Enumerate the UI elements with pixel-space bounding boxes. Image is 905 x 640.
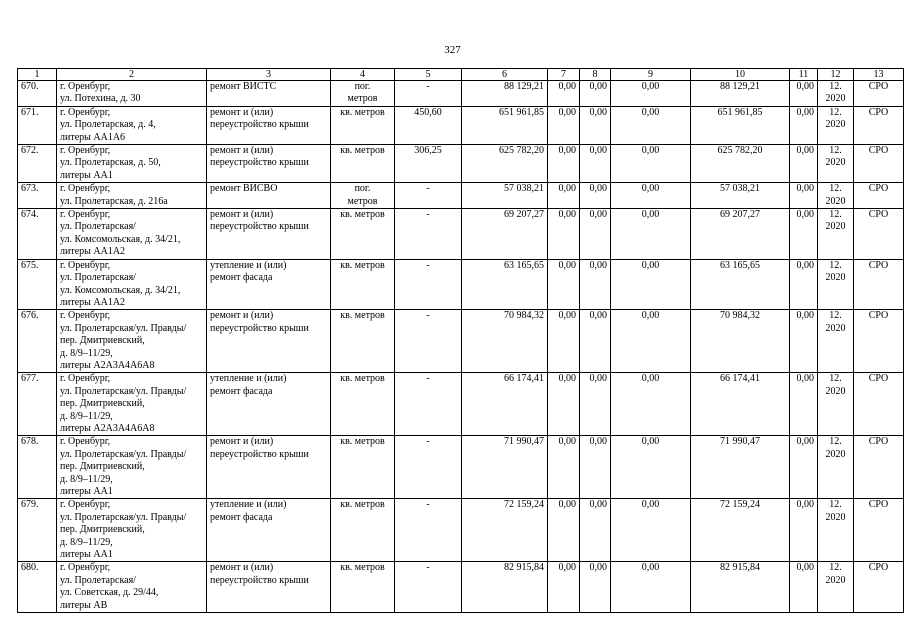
table-body <box>18 81 904 613</box>
period-cell <box>818 436 854 499</box>
value-cell-8: 0,00 <box>580 106 611 144</box>
address-line: г. Оренбург, <box>60 436 111 448</box>
value-cell-10: 66 174,41 <box>691 373 790 436</box>
value-cell-7: 0,00 <box>548 183 580 209</box>
value-cell-10: 63 165,65 <box>691 259 790 310</box>
value-cell-11: 0,00 <box>790 373 818 436</box>
column-header: 10 <box>691 69 790 81</box>
area-cell: - <box>395 259 462 310</box>
address-line: д. 8/9–11/29, <box>60 410 113 422</box>
work-type-line: ремонт и (или) <box>210 145 274 157</box>
value-cell-7: 0,00 <box>548 106 580 144</box>
period-cell <box>818 81 854 107</box>
period-line: 12. <box>829 259 842 271</box>
period-line: 2020 <box>825 119 846 131</box>
unit-cell <box>331 106 395 144</box>
area-cell: - <box>395 81 462 107</box>
value-cell-10: 69 207,27 <box>691 209 790 260</box>
value-cell-9: 0,00 <box>611 436 691 499</box>
address-cell <box>57 436 207 499</box>
work-type-cell <box>207 562 331 613</box>
address-cell <box>57 209 207 260</box>
unit-line: метров <box>347 195 378 207</box>
work-type-cell <box>207 499 331 562</box>
unit-cell <box>331 499 395 562</box>
work-type-cell <box>207 436 331 499</box>
total-cost-cell: 88 129,21 <box>462 81 548 107</box>
total-cost-cell: 57 038,21 <box>462 183 548 209</box>
value-cell-10: 71 990,47 <box>691 436 790 499</box>
address-line: пер. Дмитриевский, <box>60 524 145 536</box>
address-cell <box>57 145 207 183</box>
row-number-cell: 670. <box>18 81 57 107</box>
value-cell-9: 0,00 <box>611 562 691 613</box>
value-cell-8: 0,00 <box>580 562 611 613</box>
work-type-line: переустройство крыши <box>210 574 309 586</box>
column-header: 8 <box>580 69 611 81</box>
table-row <box>18 183 904 209</box>
unit-cell <box>331 259 395 310</box>
period-cell <box>818 373 854 436</box>
works-table <box>17 68 904 613</box>
address-line: г. Оренбург, <box>60 259 111 271</box>
address-line: ул. Пролетарская/ул. Правды/ <box>60 322 187 334</box>
value-cell-7: 0,00 <box>548 81 580 107</box>
table-row <box>18 106 904 144</box>
address-cell <box>57 183 207 209</box>
work-type-cell <box>207 310 331 373</box>
period-line: 12. <box>829 373 842 385</box>
table-row <box>18 259 904 310</box>
row-number-cell: 675. <box>18 259 57 310</box>
work-type-line: ремонт и (или) <box>210 562 274 574</box>
value-cell-8: 0,00 <box>580 145 611 183</box>
method-cell: СРО <box>854 310 904 373</box>
work-type-line: ремонт и (или) <box>210 436 274 448</box>
area-cell: - <box>395 436 462 499</box>
value-cell-10: 651 961,85 <box>691 106 790 144</box>
unit-cell <box>331 373 395 436</box>
row-number-cell: 671. <box>18 106 57 144</box>
address-cell <box>57 310 207 373</box>
period-line: 2020 <box>825 93 846 105</box>
work-type-line: ремонт и (или) <box>210 106 274 118</box>
value-cell-10: 82 915,84 <box>691 562 790 613</box>
column-header: 3 <box>207 69 331 81</box>
address-line: д. 8/9–11/29, <box>60 347 113 359</box>
row-number-cell: 672. <box>18 145 57 183</box>
period-line: 2020 <box>825 221 846 233</box>
address-cell <box>57 373 207 436</box>
table-row <box>18 436 904 499</box>
total-cost-cell: 70 984,32 <box>462 310 548 373</box>
row-number-cell: 673. <box>18 183 57 209</box>
value-cell-7: 0,00 <box>548 562 580 613</box>
address-line: г. Оренбург, <box>60 106 111 118</box>
unit-cell <box>331 310 395 373</box>
value-cell-7: 0,00 <box>548 499 580 562</box>
address-line: ул. Пролетарская, д. 4, <box>60 119 156 131</box>
value-cell-11: 0,00 <box>790 209 818 260</box>
period-line: 12. <box>829 499 842 511</box>
method-cell: СРО <box>854 106 904 144</box>
value-cell-11: 0,00 <box>790 310 818 373</box>
total-cost-cell: 66 174,41 <box>462 373 548 436</box>
value-cell-7: 0,00 <box>548 209 580 260</box>
column-header: 13 <box>854 69 904 81</box>
value-cell-10: 88 129,21 <box>691 81 790 107</box>
address-line: ул. Советская, д. 29/44, <box>60 587 159 599</box>
unit-line: кв. метров <box>340 373 385 385</box>
value-cell-8: 0,00 <box>580 310 611 373</box>
address-line: литеры АВ <box>60 599 108 611</box>
address-line: литеры А2А3А4А6А8 <box>60 359 155 371</box>
unit-line: кв. метров <box>340 562 385 574</box>
value-cell-7: 0,00 <box>548 259 580 310</box>
work-type-line: ремонт фасада <box>210 385 273 397</box>
address-line: пер. Дмитриевский, <box>60 461 145 473</box>
address-line: литеры АА1 <box>60 486 113 497</box>
value-cell-7: 0,00 <box>548 310 580 373</box>
work-type-line: переустройство крыши <box>210 448 309 460</box>
page-number: 327 <box>444 44 461 56</box>
unit-cell <box>331 81 395 107</box>
period-line: 2020 <box>825 448 846 460</box>
table-row <box>18 373 904 436</box>
method-cell: СРО <box>854 259 904 310</box>
period-cell <box>818 499 854 562</box>
address-line: г. Оренбург, <box>60 310 111 322</box>
value-cell-9: 0,00 <box>611 209 691 260</box>
address-line: литеры А2А3А4А6А8 <box>60 422 155 434</box>
period-cell <box>818 106 854 144</box>
period-line: 12. <box>829 145 842 157</box>
work-type-line: утепление и (или) <box>210 373 287 385</box>
work-type-line: переустройство крыши <box>210 322 309 334</box>
value-cell-9: 0,00 <box>611 259 691 310</box>
value-cell-11: 0,00 <box>790 81 818 107</box>
value-cell-8: 0,00 <box>580 373 611 436</box>
column-header: 4 <box>331 69 395 81</box>
row-number-cell: 678. <box>18 436 57 499</box>
unit-cell <box>331 183 395 209</box>
work-type-cell <box>207 373 331 436</box>
address-line: литеры АА1А6 <box>60 131 126 143</box>
area-cell: - <box>395 373 462 436</box>
work-type-line: утепление и (или) <box>210 259 287 271</box>
value-cell-8: 0,00 <box>580 259 611 310</box>
method-cell: СРО <box>854 499 904 562</box>
total-cost-cell: 71 990,47 <box>462 436 548 499</box>
work-type-line: переустройство крыши <box>210 119 309 131</box>
value-cell-11: 0,00 <box>790 259 818 310</box>
value-cell-9: 0,00 <box>611 310 691 373</box>
address-line: пер. Дмитриевский, <box>60 398 145 410</box>
period-line: 2020 <box>825 574 846 586</box>
value-cell-10: 57 038,21 <box>691 183 790 209</box>
value-cell-8: 0,00 <box>580 209 611 260</box>
unit-line: кв. метров <box>340 145 385 157</box>
address-line: г. Оренбург, <box>60 209 111 221</box>
total-cost-cell: 651 961,85 <box>462 106 548 144</box>
area-cell: 450,60 <box>395 106 462 144</box>
work-type-cell <box>207 81 331 107</box>
period-line: 12. <box>829 183 842 195</box>
address-line: литеры АА1 <box>60 549 113 561</box>
method-cell: СРО <box>854 209 904 260</box>
address-cell <box>57 106 207 144</box>
unit-line: кв. метров <box>340 436 385 448</box>
work-type-line: переустройство крыши <box>210 221 309 233</box>
total-cost-cell: 72 159,24 <box>462 499 548 562</box>
value-cell-9: 0,00 <box>611 373 691 436</box>
period-line: 2020 <box>825 157 846 169</box>
value-cell-10: 70 984,32 <box>691 310 790 373</box>
address-line: г. Оренбург, <box>60 183 111 195</box>
address-line: литеры АА1 <box>60 169 113 181</box>
column-header: 12 <box>818 69 854 81</box>
address-line: ул. Комсомольская, д. 34/21, <box>60 233 181 245</box>
value-cell-11: 0,00 <box>790 145 818 183</box>
period-line: 2020 <box>825 511 846 523</box>
period-cell <box>818 209 854 260</box>
address-line: ул. Потехина, д. 30 <box>60 93 141 105</box>
row-number-cell: 680. <box>18 562 57 613</box>
column-header: 9 <box>611 69 691 81</box>
column-header: 7 <box>548 69 580 81</box>
period-line: 12. <box>829 436 842 448</box>
value-cell-8: 0,00 <box>580 81 611 107</box>
address-line: д. 8/9–11/29, <box>60 536 113 548</box>
period-cell <box>818 310 854 373</box>
address-line: г. Оренбург, <box>60 562 111 574</box>
method-cell: СРО <box>854 183 904 209</box>
value-cell-11: 0,00 <box>790 499 818 562</box>
unit-line: кв. метров <box>340 499 385 511</box>
method-cell: СРО <box>854 145 904 183</box>
work-type-cell <box>207 106 331 144</box>
work-type-line: ремонт ВИСВО <box>210 183 278 195</box>
address-cell <box>57 562 207 613</box>
address-line: ул. Пролетарская/ <box>60 272 136 284</box>
period-line: 2020 <box>825 272 846 284</box>
column-header: 11 <box>790 69 818 81</box>
value-cell-7: 0,00 <box>548 145 580 183</box>
address-line: г. Оренбург, <box>60 373 111 385</box>
address-line: литеры АА1А2 <box>60 296 126 308</box>
total-cost-cell: 63 165,65 <box>462 259 548 310</box>
value-cell-8: 0,00 <box>580 499 611 562</box>
column-header: 2 <box>57 69 207 81</box>
work-type-line: ремонт ВИСТС <box>210 81 277 92</box>
address-cell <box>57 499 207 562</box>
period-line: 2020 <box>825 385 846 397</box>
address-line: г. Оренбург, <box>60 145 111 157</box>
value-cell-10: 72 159,24 <box>691 499 790 562</box>
table-row <box>18 562 904 613</box>
period-cell <box>818 145 854 183</box>
unit-line: кв. метров <box>340 209 385 221</box>
address-line: ул. Пролетарская, д. 216а <box>60 195 168 207</box>
period-cell <box>818 259 854 310</box>
work-type-cell <box>207 145 331 183</box>
row-number-cell: 677. <box>18 373 57 436</box>
row-number-cell: 676. <box>18 310 57 373</box>
value-cell-11: 0,00 <box>790 183 818 209</box>
area-cell: - <box>395 183 462 209</box>
address-line: ул. Пролетарская/ <box>60 221 136 233</box>
value-cell-11: 0,00 <box>790 436 818 499</box>
work-type-line: утепление и (или) <box>210 499 287 511</box>
total-cost-cell: 69 207,27 <box>462 209 548 260</box>
total-cost-cell: 625 782,20 <box>462 145 548 183</box>
address-line: пер. Дмитриевский, <box>60 335 145 347</box>
area-cell: - <box>395 310 462 373</box>
total-cost-cell: 82 915,84 <box>462 562 548 613</box>
method-cell: СРО <box>854 373 904 436</box>
value-cell-10: 625 782,20 <box>691 145 790 183</box>
period-line: 12. <box>829 106 842 118</box>
work-type-cell <box>207 183 331 209</box>
value-cell-9: 0,00 <box>611 499 691 562</box>
address-line: литеры АА1А2 <box>60 246 126 258</box>
area-cell: 306,25 <box>395 145 462 183</box>
value-cell-9: 0,00 <box>611 106 691 144</box>
address-cell <box>57 81 207 107</box>
header-row <box>18 69 904 81</box>
period-cell <box>818 562 854 613</box>
work-type-line: ремонт и (или) <box>210 310 274 322</box>
unit-line: кв. метров <box>340 310 385 322</box>
work-type-line: ремонт фасада <box>210 511 273 523</box>
method-cell: СРО <box>854 436 904 499</box>
address-line: ул. Пролетарская/ул. Правды/ <box>60 448 187 460</box>
table-row <box>18 310 904 373</box>
address-line: г. Оренбург, <box>60 499 111 511</box>
area-cell: - <box>395 562 462 613</box>
row-number-cell: 679. <box>18 499 57 562</box>
unit-line: пог. <box>354 183 371 195</box>
work-type-line: переустройство крыши <box>210 157 309 169</box>
period-line: 12. <box>829 562 842 574</box>
value-cell-11: 0,00 <box>790 106 818 144</box>
address-line: ул. Пролетарская/ул. Правды/ <box>60 385 187 397</box>
table-row <box>18 209 904 260</box>
address-line: г. Оренбург, <box>60 81 111 92</box>
period-line: 12. <box>829 81 842 92</box>
address-line: ул. Пролетарская/ <box>60 574 136 586</box>
row-number-cell: 674. <box>18 209 57 260</box>
table-row <box>18 81 904 107</box>
method-cell: СРО <box>854 81 904 107</box>
period-line: 2020 <box>825 322 846 334</box>
value-cell-9: 0,00 <box>611 145 691 183</box>
unit-line: кв. метров <box>340 106 385 118</box>
table-row <box>18 145 904 183</box>
unit-line: пог. <box>354 81 371 92</box>
address-line: ул. Комсомольская, д. 34/21, <box>60 284 181 296</box>
area-cell: - <box>395 209 462 260</box>
address-line: ул. Пролетарская/ул. Правды/ <box>60 511 187 523</box>
work-type-cell <box>207 209 331 260</box>
unit-cell <box>331 562 395 613</box>
area-cell: - <box>395 499 462 562</box>
unit-cell <box>331 436 395 499</box>
value-cell-11: 0,00 <box>790 562 818 613</box>
period-cell <box>818 183 854 209</box>
unit-cell <box>331 145 395 183</box>
table-row <box>18 499 904 562</box>
address-line: д. 8/9–11/29, <box>60 473 113 485</box>
column-header: 6 <box>462 69 548 81</box>
value-cell-7: 0,00 <box>548 436 580 499</box>
value-cell-9: 0,00 <box>611 81 691 107</box>
unit-line: метров <box>347 93 378 105</box>
value-cell-8: 0,00 <box>580 183 611 209</box>
value-cell-7: 0,00 <box>548 373 580 436</box>
method-cell: СРО <box>854 562 904 613</box>
period-line: 12. <box>829 209 842 221</box>
unit-line: кв. метров <box>340 259 385 271</box>
value-cell-9: 0,00 <box>611 183 691 209</box>
work-type-line: ремонт и (или) <box>210 209 274 221</box>
column-header: 1 <box>18 69 57 81</box>
work-type-cell <box>207 259 331 310</box>
work-type-line: ремонт фасада <box>210 272 273 284</box>
value-cell-8: 0,00 <box>580 436 611 499</box>
period-line: 12. <box>829 310 842 322</box>
address-line: ул. Пролетарская, д. 50, <box>60 157 161 169</box>
unit-cell <box>331 209 395 260</box>
address-cell <box>57 259 207 310</box>
period-line: 2020 <box>825 195 846 207</box>
column-header: 5 <box>395 69 462 81</box>
